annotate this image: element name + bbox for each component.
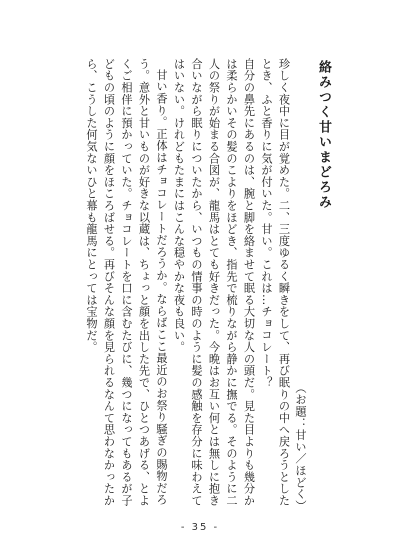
prompt-note: （お題：甘い／ほどく） — [294, 382, 307, 512]
page-number: - 35 - — [180, 522, 220, 533]
paragraph-2: 自分の鼻先にあるのは、腕と脚を絡ませて眠る大切な人の頭だ。見た目よりも幾分かは柔らかいその髪のこよりをほどき、指先で梳りながら静かに撫でる。そのように二人の祭りが始まる合図が、龍馬はとても好きだった。今晩はお互い何とは無しに抱き合いながら眠りについたから、いつもの情事の時のように髪の感触を存分に味わえてはいない。けれどもたまにはこんな穏やかな夜も良い。 — [172, 58, 256, 507]
story-title: 絡みつく甘いまどろみ — [316, 60, 331, 210]
paragraph-3: 甘い香り。正体はチョコレートだろうか。ならばここ最近のお祭り騒ぎの賜物だろう。意外と甘いものが好きな以蔵は、ちょっと顔を出した先で、ひとつあげる、とよくご相伴に預かっていた。チョコレートを口に含むたびに、幾つになってもあるが子どもの頃のように顔をほころばせる。再びそんな顔を見られるなんて思わなかったから、こうした何気ないひと幕も龍馬にとっては宝物だ。 — [85, 58, 168, 507]
paragraph-1: 珍しく夜中に目が覚めた。二、三度ゆるく瞬きをして、再び眠りの中へ戻ろうとしたとき、ふと香りに気が付いた。甘い。これは…チョコレート？ — [260, 58, 291, 507]
